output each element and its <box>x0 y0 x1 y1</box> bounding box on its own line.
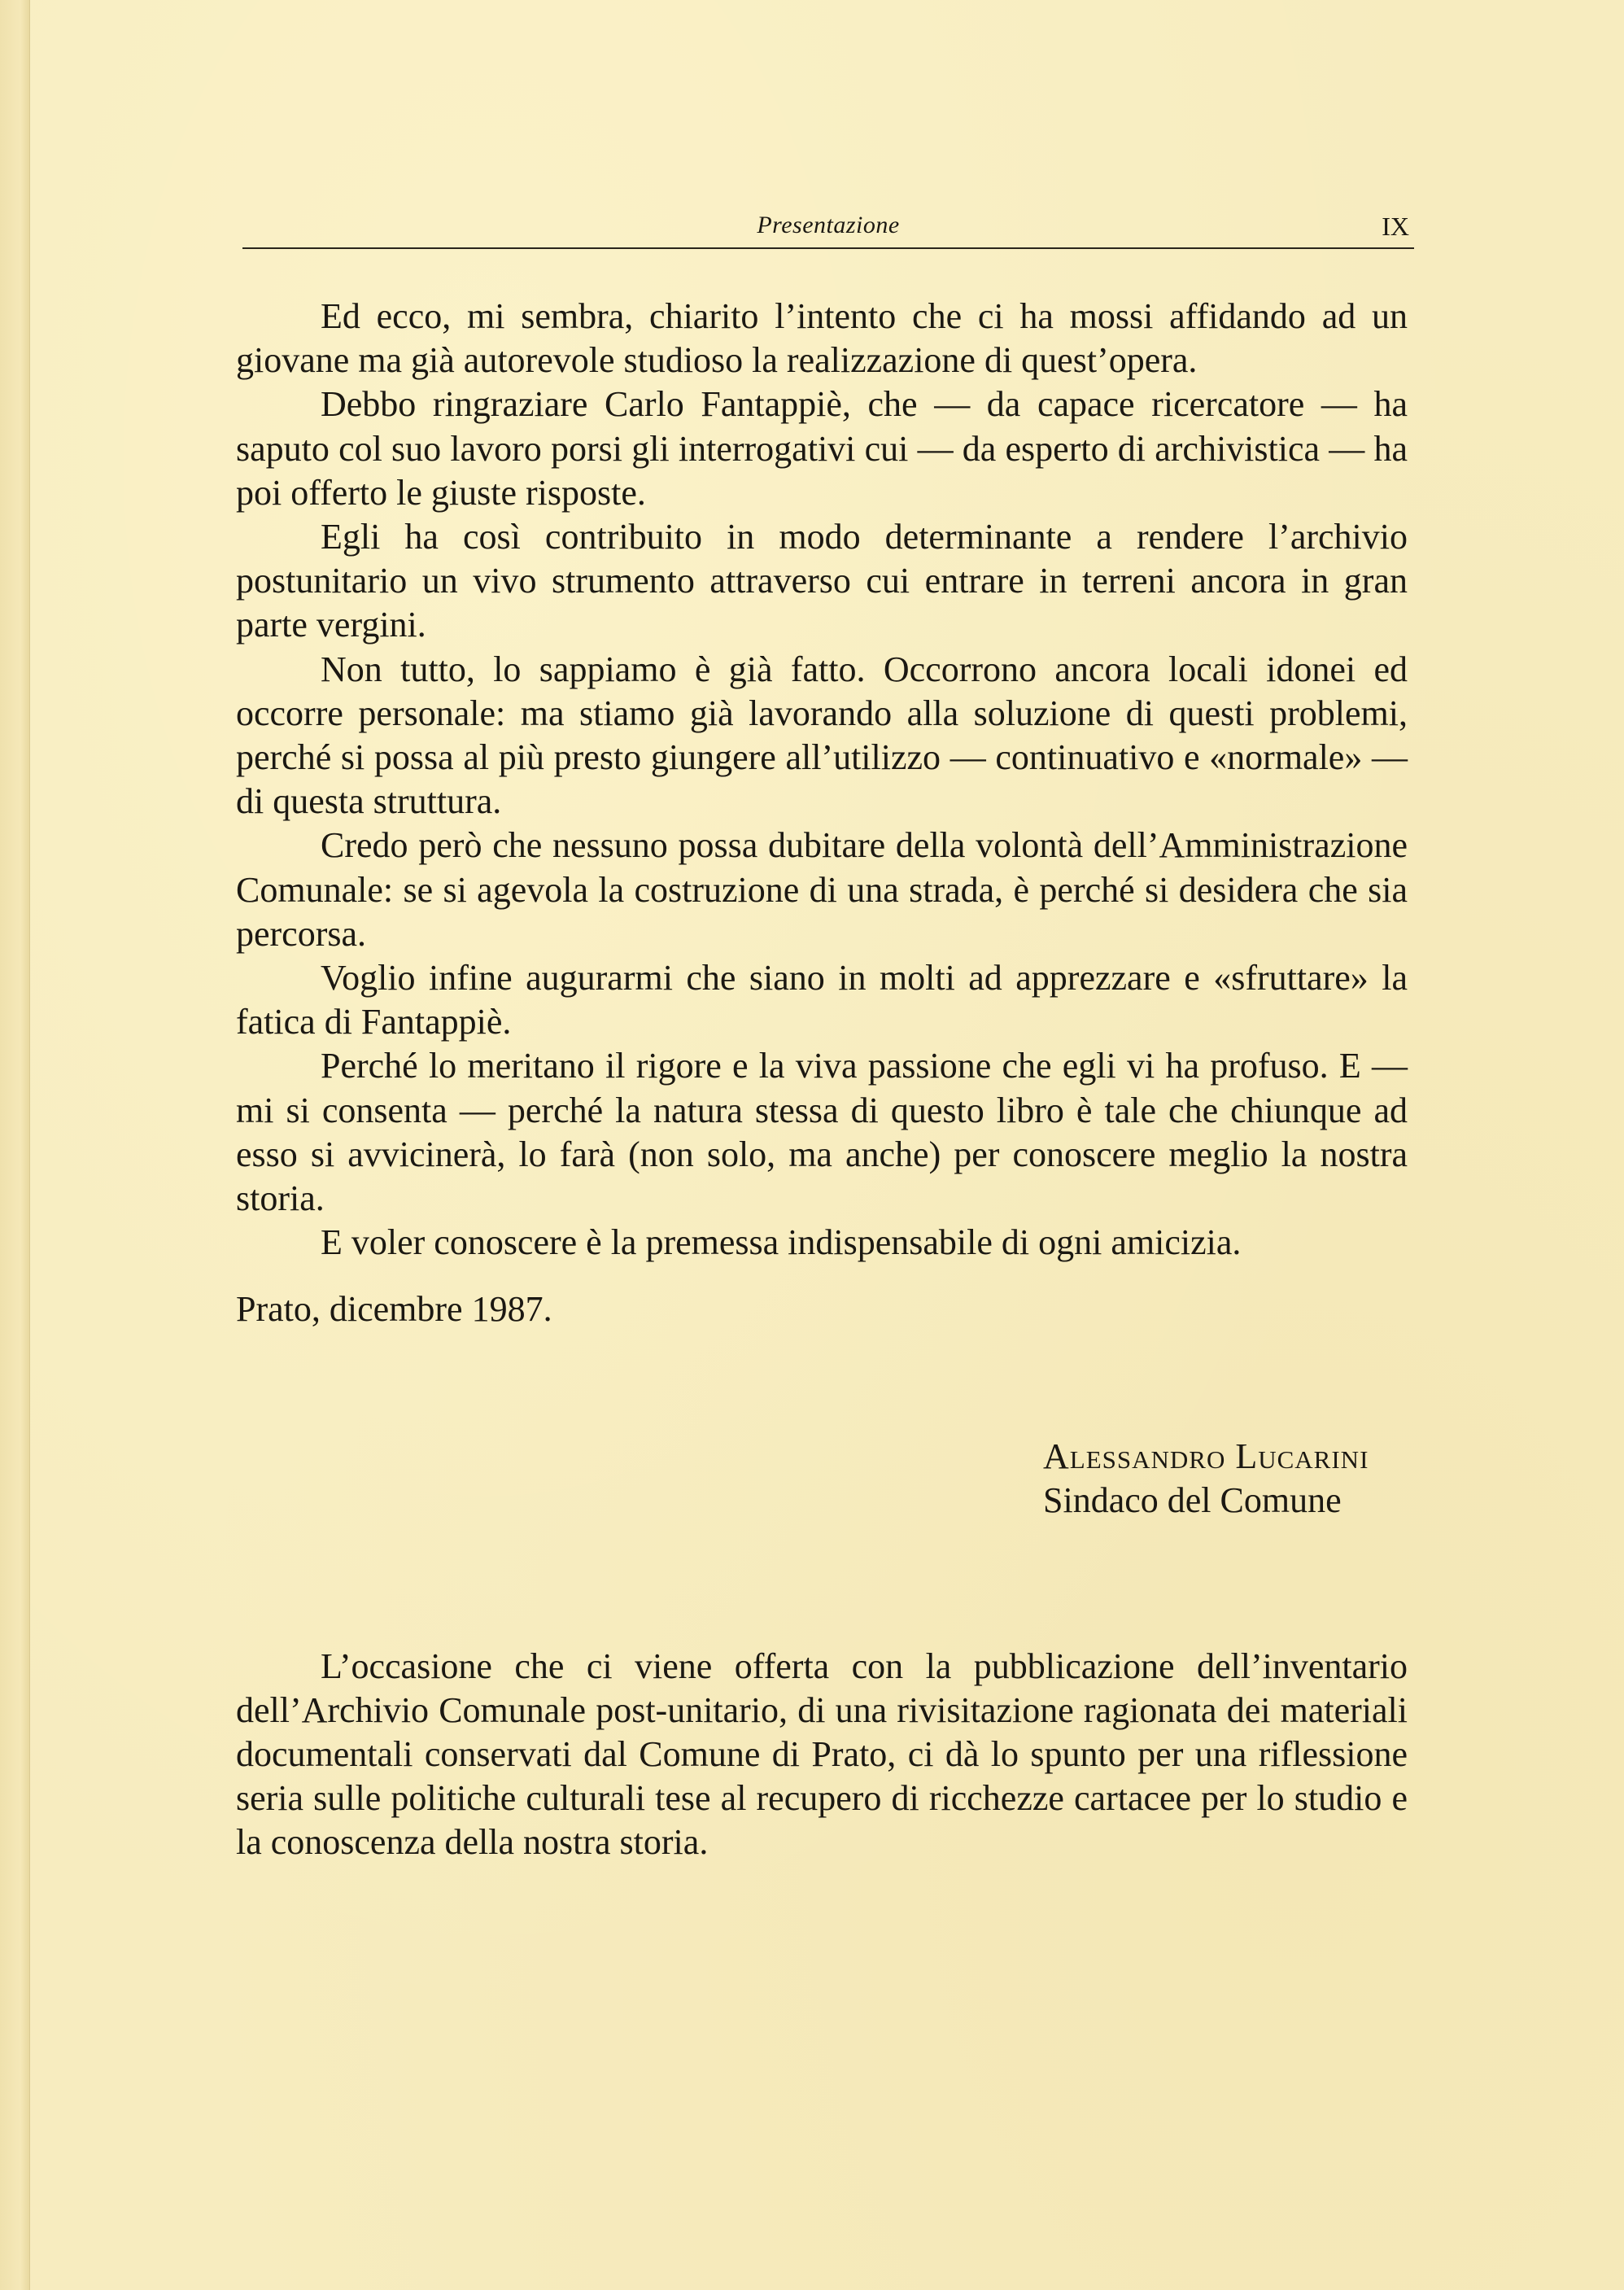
signature-role: Sindaco del Comune <box>1043 1480 1342 1520</box>
running-title: Presentazione <box>757 212 900 238</box>
paragraph: Voglio infine augurarmi che siano in molti ad apprezzare e «sfruttare» la fatica di Fantappiè. <box>236 958 1408 1042</box>
signature-name: Alessandro Lucarini <box>1043 1436 1369 1476</box>
paragraph: Perché lo meritano il rigore e la viva passione che egli vi ha profuso. E — mi si consenta — perché la natura stessa di questo libro è tale che chiunque ad esso si avvicinerà, lo farà (non solo, ma anche) per conoscere meglio la nostra storia. <box>236 1046 1408 1219</box>
paragraph: Debbo ringraziare Carlo Fantappiè, che — da capace ricercatore — ha saputo col suo lavoro porsi gli interrogativi cui — da esperto di archivistica — ha poi offerto le giuste risposte. <box>236 384 1408 513</box>
paragraph: Credo però che nessuno possa dubitare della volontà dell’Amministrazione Comunale: se si agevola la costruzione di una strada, è perché si desidera che sia percorsa. <box>236 825 1408 954</box>
paragraph: Ed ecco, mi sembra, chiarito l’intento che ci ha mossi affidando ad un giovane ma già autorevole studioso la realizzazione di quest’opera. <box>236 296 1408 381</box>
paragraph: Non tutto, lo sappiamo è già fatto. Occorrono ancora locali idonei ed occorre personale: ma stiamo già lavorando alla soluzione di questi problemi, perché si possa al più presto giungere all’utilizzo — continuativo e «normale» — di questa struttura. <box>236 649 1408 822</box>
paragraph: Egli ha così contribuito in modo determinante a rendere l’archivio postunitario un vivo strumento attraverso cui entrare in terreni ancora in gran parte vergini. <box>236 517 1408 645</box>
signature-block <box>1043 1435 1369 1523</box>
paragraph: L’occasione che ci viene offerta con la pubblicazione dell’inventario dell’Archivio Comunale post-unitario, di una rivisitazione ragionata dei materiali documentali conservati dal Comune di Prato, ci dà lo spunto per una riflessione seria sulle politiche culturali tese al recupero di ricchezze cartacee per lo studio e la conoscenza della nostra storia. <box>236 1646 1408 1862</box>
running-header <box>242 210 1414 249</box>
paragraph: E voler conoscere è la premessa indispensabile di ogni amicizia. <box>321 1222 1242 1263</box>
page-number: IX <box>1382 212 1409 241</box>
dateline: Prato, dicembre 1987. <box>236 1289 552 1330</box>
book-spine-edge <box>0 0 30 2290</box>
main-text <box>236 295 1408 1332</box>
second-section <box>236 1645 1408 1864</box>
